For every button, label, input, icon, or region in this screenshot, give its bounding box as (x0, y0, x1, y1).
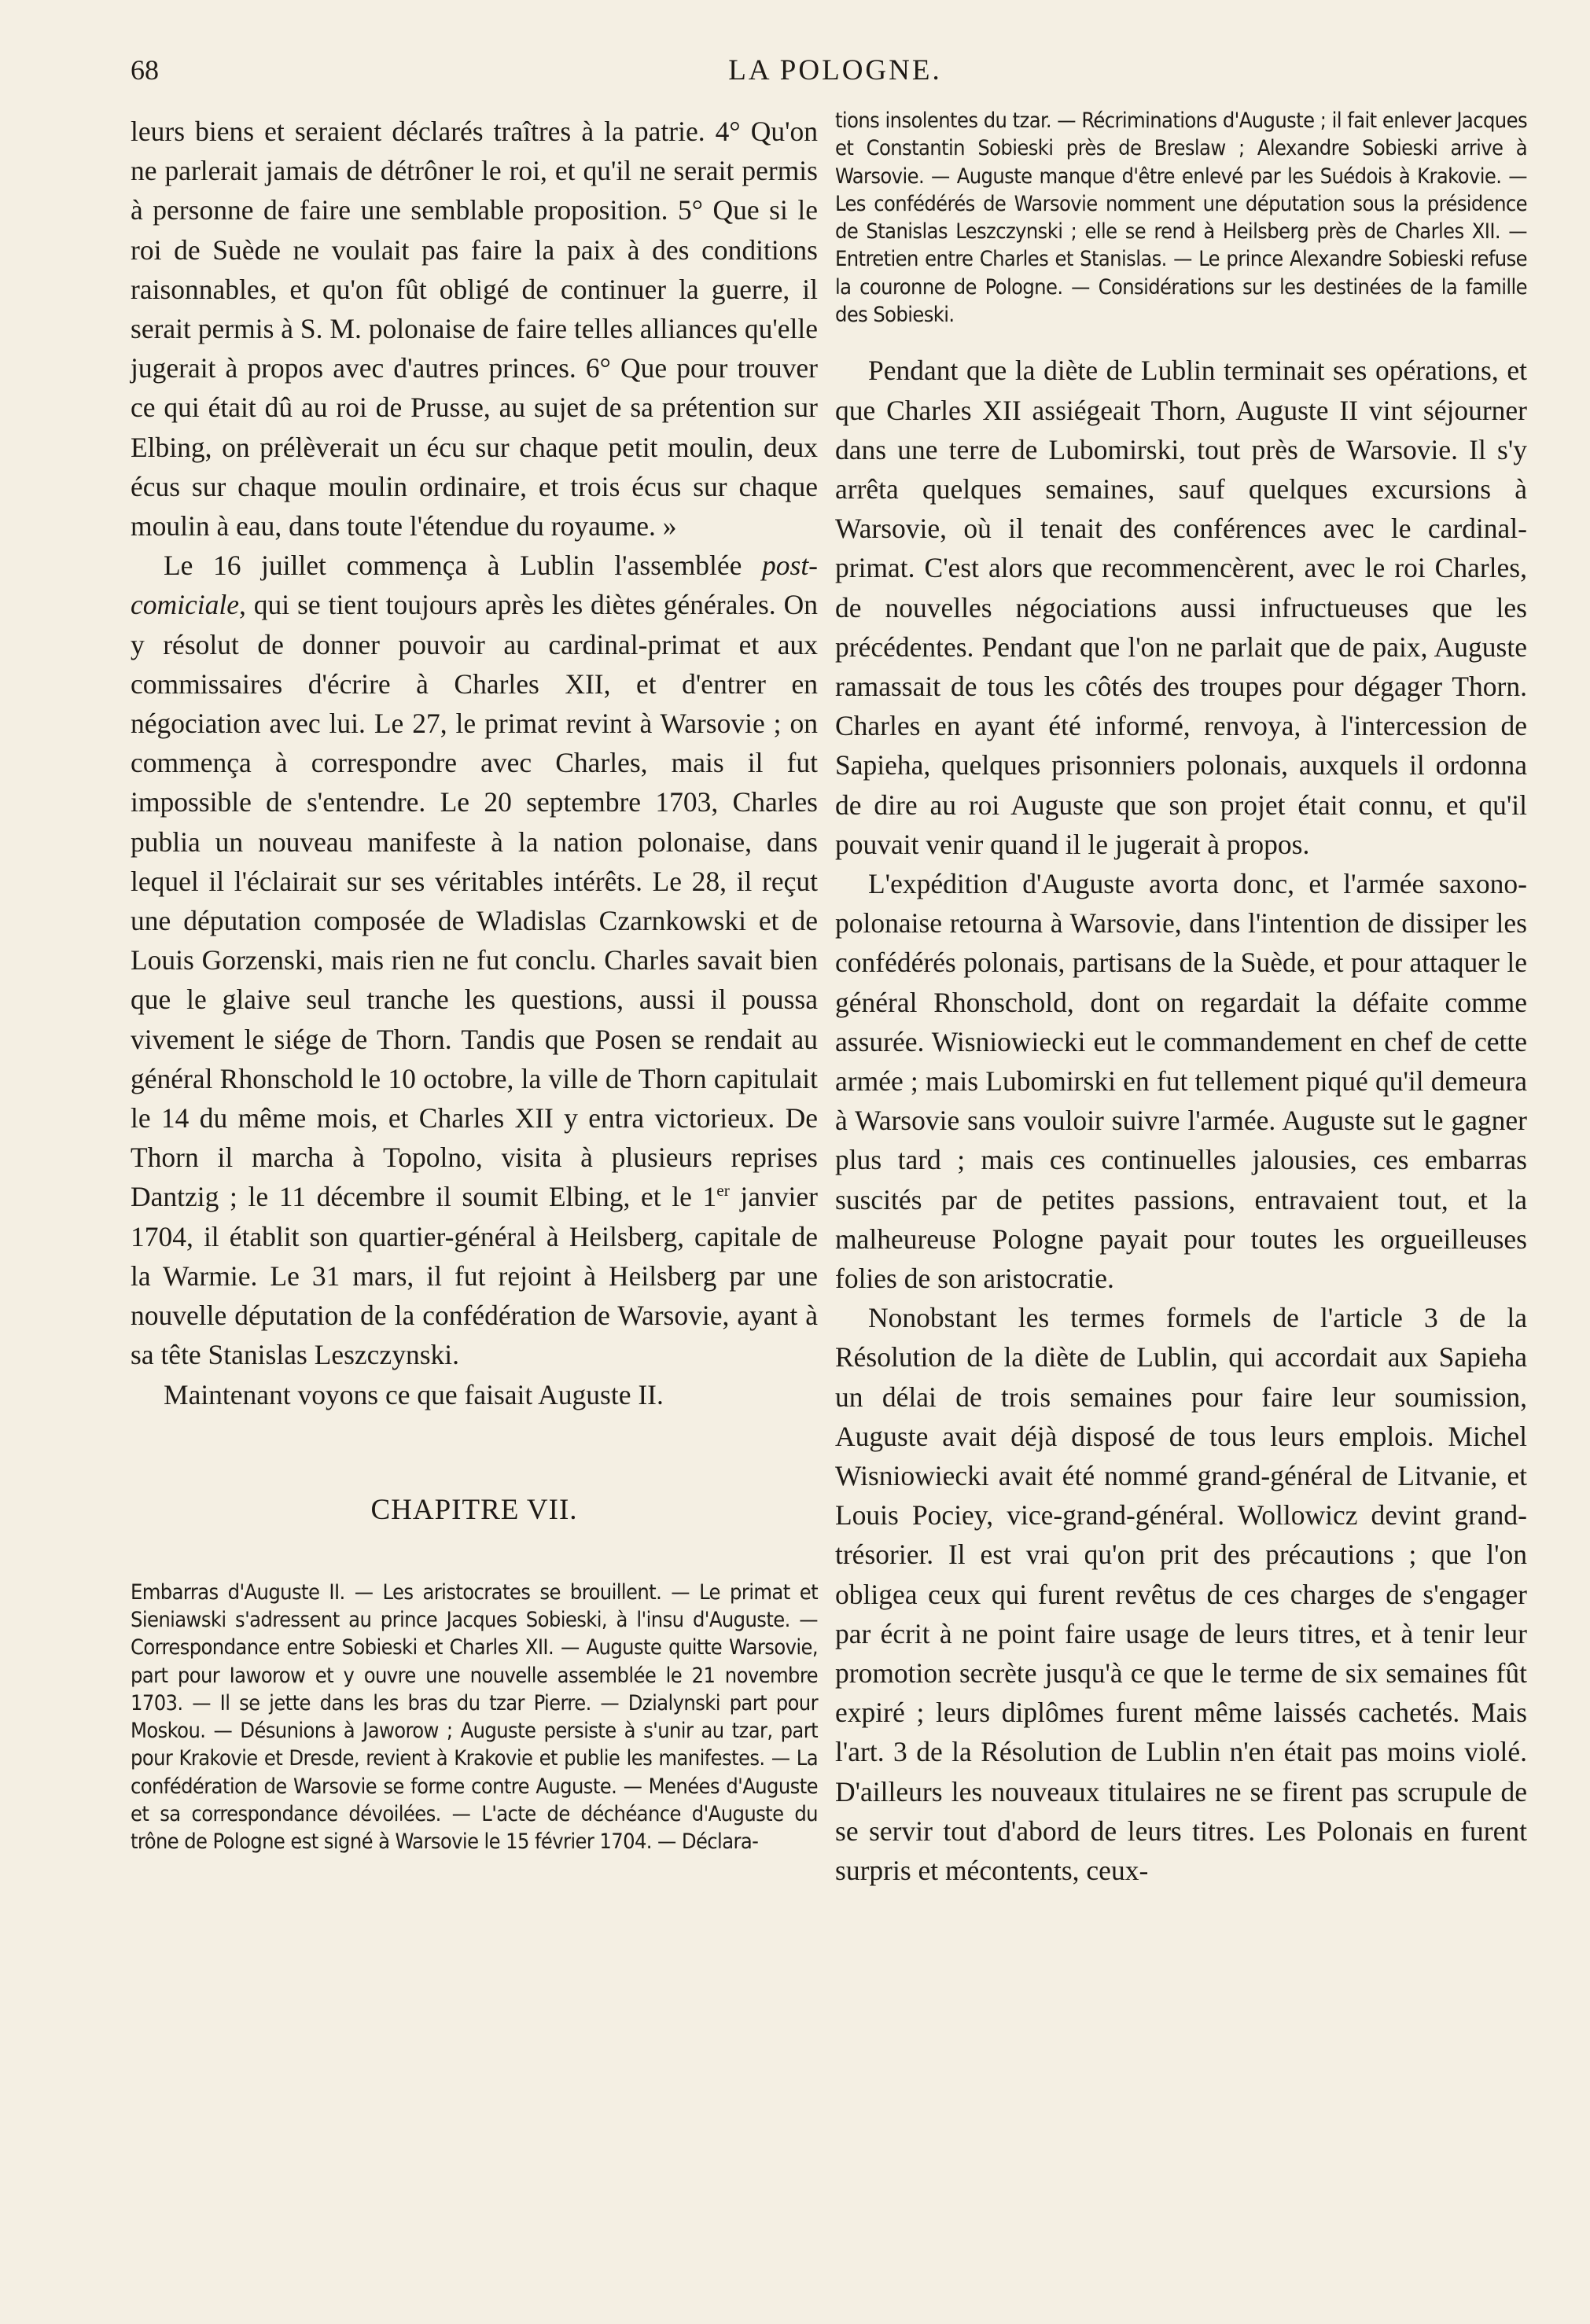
paragraph: Pendant que la diète de Lublin terminait ses opérations, et que Charles XII assiégeait Thorn, Auguste II vint séjourner dans une terre de Lubomirski, tout près de Warsovie. Il s'y arrêta quelques semaines, sauf quelques excursions à Warsovie, où il tenait des conférences avec le cardinal-primat. C'est alors que recommencèrent, avec le roi Charles, de nouvelles négociations aussi infructueuses que les précédentes. Pendant que l'on ne parlait que de paix, Auguste ramassait de tous les côtés des troupes pour dégager Thorn. Charles en ayant été informé, renvoya, à l'intercession de Sapieha, quelques prisonniers polonais, auxquels il ordonna de dire au roi Auguste que son projet était connu, et qu'il pouvait venir quand il le jugerait à propos. (835, 355, 1527, 860)
paragraph-text: janvier 1704, il établit son quartier-général à Heilsberg, capitale de la Warmie. Le 31 mars, il fut rejoint à Heilsberg par une nouvelle députation de la confédération de Warsovie, ayant à sa tête Stanislas Leszczynski. (131, 1181, 818, 1371)
paragraph: Nonobstant les termes formels de l'article 3 de la Résolution de la diète de Lublin, qui accordait aux Sapieha un délai de trois semaines pour faire leur soumission, Auguste avait déjà disposé de tous leurs emplois. Michel Wisniowiecki avait été nommé grand-général de Litvanie, et Louis Pociey, vice-grand-général. Wollowicz devint grand-trésorier. Il est vrai qu'on prit des précautions ; que l'on obligea ceux qui furent revêtus de ces charges de s'engager par écrit à ne point faire usage de leurs titres, et à tenir leur promotion secrète jusqu'à ce que le terme de six semaines fût expiré ; leurs diplômes furent même laissés cachetés. Mais l'art. 3 de la Résolution de Lublin n'en était pas moins violé. D'ailleurs les nouveaux titulaires ne se firent pas scrupule de se servir tout d'abord de leurs titres. Les Polonais en furent surpris et mécontents, ceux- (835, 1302, 1527, 1887)
paragraph-text: Le 16 juillet commença à Lublin l'assemblée (164, 550, 762, 582)
paragraph: L'expédition d'Auguste avorta donc, et l'armée saxono-polonaise retourna à Warsovie, dans l'intention de dissiper les confédérés polonais, partisans de la Suède, et pour attaquer le général Rhonschold, dont on regardait la défaite comme assurée. Wisniowiecki eut le commandement en chef de cette armée ; mais Lubomirski en fut tellement piqué qu'il demeura à Warsovie sans vouloir suivre l'armée. Auguste sut le gagner plus tard ; mais ces continuelles jalousies, ces embarras suscités par de petites passions, entravaient tout, et la malheureuse Pologne payait pour toutes les orgueilleuses folies de son aristocratie. (835, 868, 1527, 1295)
paragraph-text: , qui se tient toujours après les diètes générales. On y résolut de donner pouvoir au cardinal-primat et aux commissaires d'écrire à Charles XII, et d'entrer en négociation avec lui. Le 27, le primat revint à Warsovie ; on commença à correspondre avec Charles, mais il fut impossible de s'entendre. Le 20 septembre 1703, Charles publia un nouveau manifeste à la nation polonaise, dans lequel il l'éclairait sur ses véritables intérêts. Le 28, il reçut une députation composée de Wladislas Czarnkowski et de Louis Gorzenski, mais rien ne fut conclu. Charles savait bien que le glaive seul tranche les questions, aussi il poussa vivement le siége de Thorn. Tandis que Posen se rendait au général Rhonschold le 10 octobre, la ville de Thorn capitulait le 14 du même mois, et Charles XII y entra victorieux. De Thorn il marcha à Topolno, visita à plusieurs reprises Dantzig ; le 11 décembre il soumit Elbing, et le 1 (131, 589, 818, 1213)
right-column (835, 107, 1527, 1890)
paragraph (131, 546, 818, 1374)
running-title: LA POLOGNE. (728, 54, 942, 86)
chapter-summary: Embarras d'Auguste II. — Les aristocrates se brouillent. — Le primat et Sieniawski s'adressent au prince Jacques Sobieski, à l'insu d'Auguste. — Correspondance entre Sobieski et Charles XII. — Auguste quitte Warsovie, part pour Iaworow et y ouvre une nouvelle assemblée le 21 novembre 1703. — Il se jette dans les bras du tzar Pierre. — Dzialynski part pour Moskou. — Désunions à Jaworow ; Auguste persiste à s'unir au tzar, part pour Krakovie et Dresde, revient à Krakovie et publie les manifestes. — La confédération de Warsovie se forme contre Auguste. — Menées d'Auguste et sa correspondance dévoilées. — L'acte de déchéance d'Auguste du trône de Pologne est signé à Warsovie le 15 février 1704. — Déclara- (131, 1579, 818, 1855)
page-number: 68 (131, 54, 159, 86)
page-header (127, 53, 1543, 101)
chapter-title: CHAPITRE VII. (370, 1493, 578, 1526)
paragraph: leurs biens et seraient déclarés traîtres à la patrie. 4° Qu'on ne parlerait jamais de détrôner le roi, et qu'il ne serait permis à personne de faire une semblable proposition. 5° Que si le roi de Suède ne voulait pas faire la paix à des conditions raisonnables, et qu'on fût obligé de continuer la guerre, il serait permis à S. M. polonaise de faire telles alliances qu'elle jugerait à propos avec d'autres princes. 6° Que pour trouver ce qui était dû au roi de Prusse, au sujet de sa prétention sur Elbing, on prélèverait un écu sur chaque petit moulin, deux écus sur chaque moulin ordinaire, et trois écus sur chaque moulin à eau, dans toute l'étendue du royaume. » (131, 116, 818, 542)
italic-term: post-comiciale (131, 550, 818, 621)
left-column (131, 112, 818, 1856)
chapter-summary-continued: tions insolentes du tzar. — Récriminations d'Auguste ; il fait enlever Jacques et Constantin Sobieski près de Breslaw ; Alexandre Sobieski arrive à Warsovie. — Auguste manque d'être enlevé par les Suédois à Krakovie. — Les confédérés de Warsovie nomment une députation sous la présidence de Stanislas Leszczynski ; elle se rend à Heilsberg près de Charles XII. — Entretien entre Charles et Stanislas. — Le prince Alexandre Sobieski refuse la couronne de Pologne. — Considérations sur les destinées de la famille des Sobieski. (835, 108, 1527, 328)
superscript: er (716, 1181, 730, 1201)
paragraph: Maintenant voyons ce que faisait Auguste II. (164, 1378, 664, 1410)
